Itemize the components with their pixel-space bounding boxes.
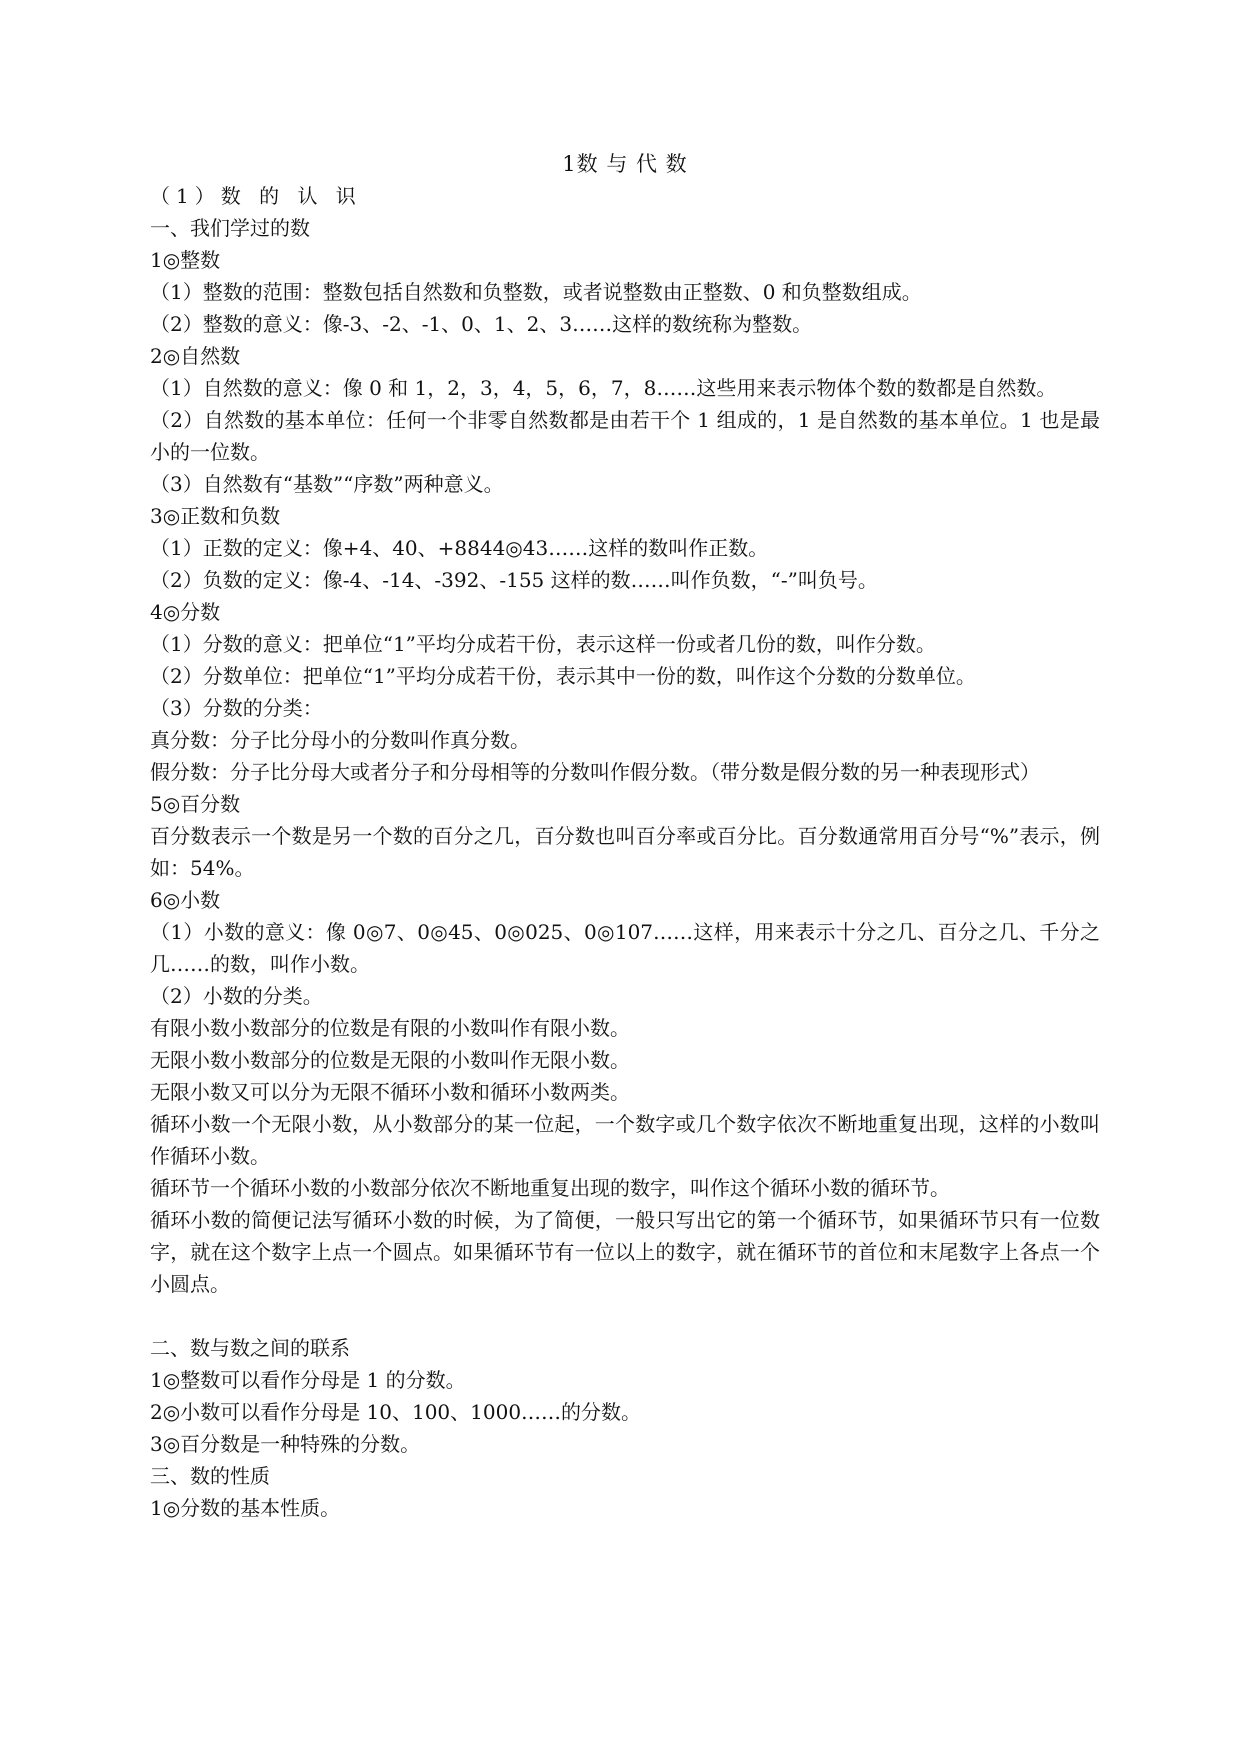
text-line: 无限小数小数部分的位数是无限的小数叫作无限小数。 [150, 1048, 630, 1072]
text-line: 无限小数又可以分为无限不循环小数和循环小数两类。 [150, 1080, 630, 1104]
text-line: 循环节一个循环小数的小数部分依次不断地重复出现的数字，叫作这个循环小数的循环节。 [150, 1176, 950, 1200]
text-line: （1）整数的范围：整数包括自然数和负整数，或者说整数由正整数、0 和负整数组成。 [150, 280, 922, 304]
text-line: 假分数：分子比分母大或者分子和分母相等的分数叫作假分数。（带分数是假分数的另一种表现形式） [150, 760, 1040, 784]
subsection-heading: 5◎百分数 [150, 792, 241, 816]
text-line: （2）自然数的基本单位：任何一个非零自然数都是由若干个 1 组成的，1 是自然数的基本单位。1 也是最小的一位数。 [150, 408, 1100, 464]
text-line: 有限小数小数部分的位数是有限的小数叫作有限小数。 [150, 1016, 630, 1040]
subsection-heading: 1◎整数 [150, 248, 221, 272]
text-line: （1）正数的定义：像+4、40、+8844◎43……这样的数叫作正数。 [150, 536, 769, 560]
subsection-heading: 2◎自然数 [150, 344, 241, 368]
section-heading: （1）数 的 认 识 [150, 184, 362, 208]
subsection-heading: 6◎小数 [150, 888, 221, 912]
subsection-heading: 3◎正数和负数 [150, 504, 281, 528]
page-title: 1数 与 代 数 [562, 152, 688, 176]
subsection-heading: 4◎分数 [150, 600, 221, 624]
chapter-heading: 二、数与数之间的联系 [150, 1336, 350, 1360]
text-line: （1）自然数的意义：像 0 和 1，2，3，4，5，6，7，8……这些用来表示物体个数的数都是自然数。 [150, 376, 1057, 400]
text-line: （2）负数的定义：像-4、-14、-392、-155 这样的数……叫作负数，“-”叫负号。 [150, 568, 878, 592]
text-line: 循环小数一个无限小数，从小数部分的某一位起，一个数字或几个数字依次不断地重复出现，这样的小数叫作循环小数。 [150, 1112, 1100, 1168]
text-line: 2◎小数可以看作分母是 10、100、1000……的分数。 [150, 1400, 642, 1424]
text-line: （1）分数的意义：把单位“1”平均分成若干份，表示这样一份或者几份的数，叫作分数。 [150, 632, 936, 656]
text-line: （2）分数单位：把单位“1”平均分成若干份，表示其中一份的数，叫作这个分数的分数单位。 [150, 664, 976, 688]
text-line: （2）小数的分类。 [150, 984, 323, 1008]
text-line: 百分数表示一个数是另一个数的百分之几，百分数也叫百分率或百分比。百分数通常用百分号“%”表示，例如：54%。 [150, 824, 1100, 880]
text-line: （3）分数的分类： [150, 696, 323, 720]
text-line: （3）自然数有“基数”“序数”两种意义。 [150, 472, 504, 496]
text-line: 真分数：分子比分母小的分数叫作真分数。 [150, 728, 530, 752]
paragraph-gap [150, 1300, 1100, 1332]
text-line: 循环小数的简便记法写循环小数的时候，为了简便，一般只写出它的第一个循环节，如果循环节只有一位数字，就在这个数字上点一个圆点。如果循环节有一位以上的数字，就在循环节的首位和末尾数字上各点一个小圆点。 [150, 1208, 1100, 1296]
text-line: 3◎百分数是一种特殊的分数。 [150, 1432, 421, 1456]
text-line: （1）小数的意义：像 0◎7、0◎45、0◎025、0◎107……这样，用来表示十分之几、百分之几、千分之几……的数，叫作小数。 [150, 920, 1100, 976]
text-line: （2）整数的意义：像-3、-2、-1、0、1、2、3……这样的数统称为整数。 [150, 312, 813, 336]
text-line: 1◎分数的基本性质。 [150, 1496, 341, 1520]
chapter-heading: 三、数的性质 [150, 1464, 270, 1488]
text-line: 1◎整数可以看作分母是 1 的分数。 [150, 1368, 466, 1392]
document-body [150, 148, 1100, 1524]
chapter-heading: 一、我们学过的数 [150, 216, 310, 240]
